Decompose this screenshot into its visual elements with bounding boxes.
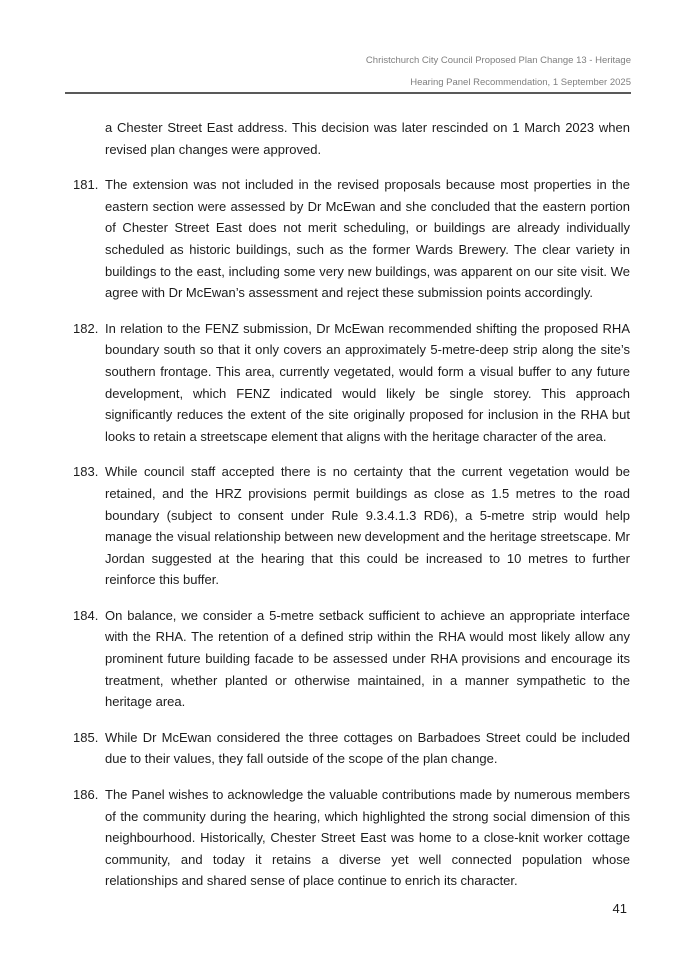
paragraph-number: 183.	[73, 464, 99, 480]
paragraph-184	[73, 605, 630, 713]
header-subtitle: Hearing Panel Recommendation, 1 September 2025	[410, 77, 631, 88]
paragraph-number: 185.	[73, 729, 99, 745]
paragraph-181	[73, 174, 630, 304]
header-rule	[65, 92, 631, 94]
header-title: Christchurch City Council Proposed Plan Change 13 - Heritage	[365, 55, 631, 66]
paragraph-number: 181.	[73, 177, 99, 193]
paragraph-text: While council staff accepted there is no certainty that the current vegetation would be retained, and the HRZ provisions permit buildings as close as 1.5 metres to the road boundary (subject to consent under Rule 9.3.4.1.3 RD6), a 5-metre strip would help manage the visual relationship between new development and the heritage streetscape. Mr Jordan suggested at the hearing that this could be increased to 10 metres to further reinforce this buffer.	[105, 464, 630, 588]
continuation-paragraph: a Chester Street East address. This decision was later rescinded on 1 March 2023 when revised plan changes were approved.	[105, 120, 630, 157]
document-body	[73, 117, 630, 906]
paragraph-186	[73, 784, 630, 892]
paragraph-text: The Panel wishes to acknowledge the valuable contributions made by numerous members of the community during the hearing, which highlighted the strong social dimension of this neighbourhood. Historically, Chester Street East was home to a close-knit worker cottage community, and today it retains a diverse yet well connected population whose relationships and shared sense of place continue to enrich its character.	[105, 787, 630, 889]
page-header	[366, 55, 631, 89]
paragraph-185	[73, 727, 630, 770]
paragraph-number: 182.	[73, 320, 99, 336]
paragraph-number: 186.	[73, 787, 99, 803]
page-number: 41	[612, 901, 627, 916]
paragraph-text: In relation to the FENZ submission, Dr McEwan recommended shifting the proposed RHA boundary south so that it only covers an approximately 5-metre-deep strip along the site’s southern frontage. This area, currently vegetated, would form a visual buffer to any future development, which FENZ indicated would likely be single storey. This approach significantly reduces the extent of the site originally proposed for inclusion in the RHA but looks to retain a streetscape element that aligns with the heritage character of the area.	[105, 320, 630, 444]
paragraph-183	[73, 461, 630, 591]
paragraph-text: On balance, we consider a 5-metre setback sufficient to achieve an appropriate interface with the RHA. The retention of a defined strip within the RHA would most likely allow any prominent future building facade to be assessed under RHA provisions and encourage its treatment, whether planted or otherwise maintained, in a manner sympathetic to the heritage area.	[105, 607, 630, 710]
paragraph-number: 184.	[73, 607, 99, 623]
paragraph-182	[73, 318, 630, 448]
paragraph-text: While Dr McEwan considered the three cottages on Barbadoes Street could be included due to their values, they fall outside of the scope of the plan change.	[105, 729, 630, 767]
paragraph-text: The extension was not included in the revised proposals because most properties in the eastern section were assessed by Dr McEwan and she concluded that the eastern portion of Chester Street East does not merit scheduling, or buildings are already individually scheduled as historic buildings, such as the former Wards Brewery. The clear variety in buildings to the east, including some very new buildings, was apparent on our site visit. We agree with Dr McEwan’s assessment and reject these submission points accordingly.	[105, 177, 630, 301]
